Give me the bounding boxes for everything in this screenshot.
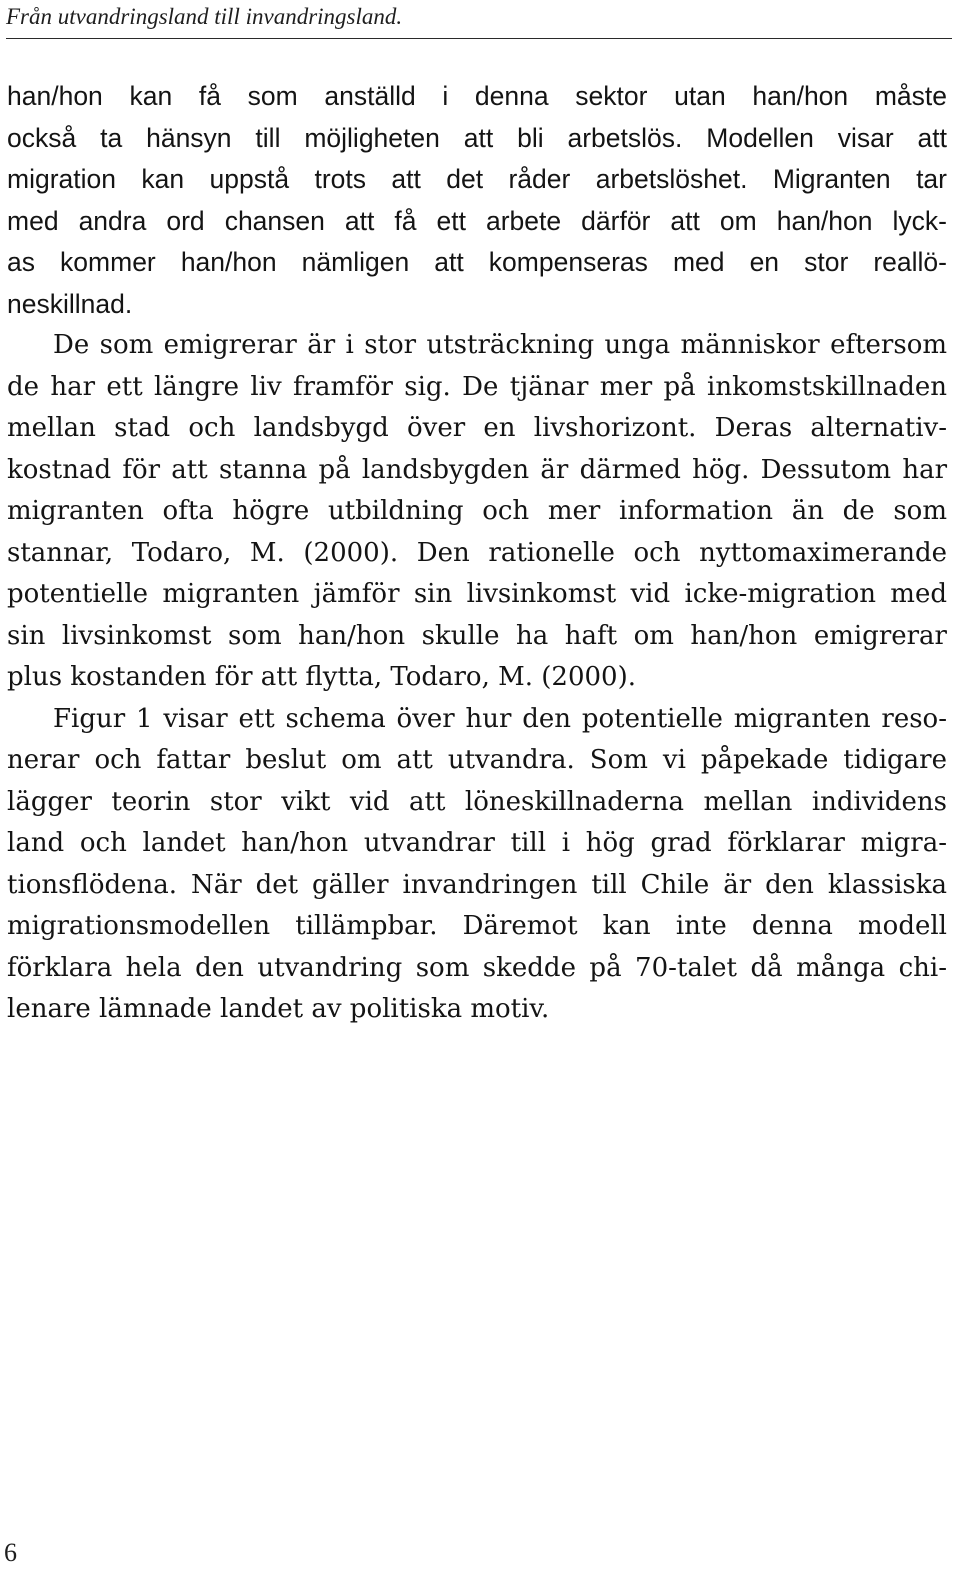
text-line: mellan stad och landsbygd över en livshorizont. Deras alternativ- xyxy=(7,413,947,443)
text-line: kostnad för att stanna på landsbygden är därmed hög. Dessutom har xyxy=(7,454,947,485)
text-line: sin livsinkomst som han/hon skulle ha haft om han/hon emigrerar xyxy=(7,620,947,651)
text-line: de har ett längre liv framför sig. De tjänar mer på inkomstskillnaden xyxy=(7,371,947,402)
text-line: med andra ord chansen att få ett arbete därför att om han/hon lyck- xyxy=(7,205,947,236)
text-line: migration kan uppstå trots att det råder arbetslöshet. Migranten tar xyxy=(7,164,947,194)
text-line: tionsflödena. När det gäller invandringen till Chile är den klassiska xyxy=(7,869,947,900)
text-line: migranten ofta högre utbildning och mer information än de som xyxy=(7,496,947,526)
body-text xyxy=(7,76,947,1031)
text-line: nerar och fattar beslut om att utvandra. Som vi påpekade tidigare xyxy=(7,745,947,775)
header-rule xyxy=(6,38,952,39)
text-line: stannar, Todaro, M. (2000). Den rationelle och nyttomaximerande xyxy=(7,537,947,568)
text-line: De som emigrerar är i stor utsträckning unga människor eftersom xyxy=(53,330,947,360)
text-line: han/hon kan få som anställd i denna sektor utan han/hon måste xyxy=(7,81,947,111)
text-line: lägger teorin stor vikt vid att löneskillnaderna mellan individens xyxy=(7,786,947,817)
text-line: potentielle migranten jämför sin livsinkomst vid icke-migration med xyxy=(7,579,947,609)
text-line: neskillnad. xyxy=(7,288,133,319)
text-line: lenare lämnade landet av politiska motiv. xyxy=(7,994,550,1024)
running-header: Från utvandringsland till invandringsland. xyxy=(6,4,403,29)
page-number: 6 xyxy=(4,1538,17,1567)
text-line: land och landet han/hon utvandrar till i hög grad förklarar migra- xyxy=(7,828,947,858)
text-line: förklara hela den utvandring som skedde på 70-talet då många chi- xyxy=(7,952,947,983)
text-line: as kommer han/hon nämligen att kompenseras med en stor reallö- xyxy=(7,247,947,277)
text-line: Figur 1 visar ett schema över hur den potentielle migranten reso- xyxy=(53,703,947,734)
text-line: plus kostanden för att flytta, Todaro, M. (2000). xyxy=(7,662,636,692)
text-line: migrationsmodellen tillämpbar. Däremot kan inte denna modell xyxy=(7,911,947,941)
text-line: också ta hänsyn till möjligheten att bli arbetslös. Modellen visar att xyxy=(7,122,947,153)
